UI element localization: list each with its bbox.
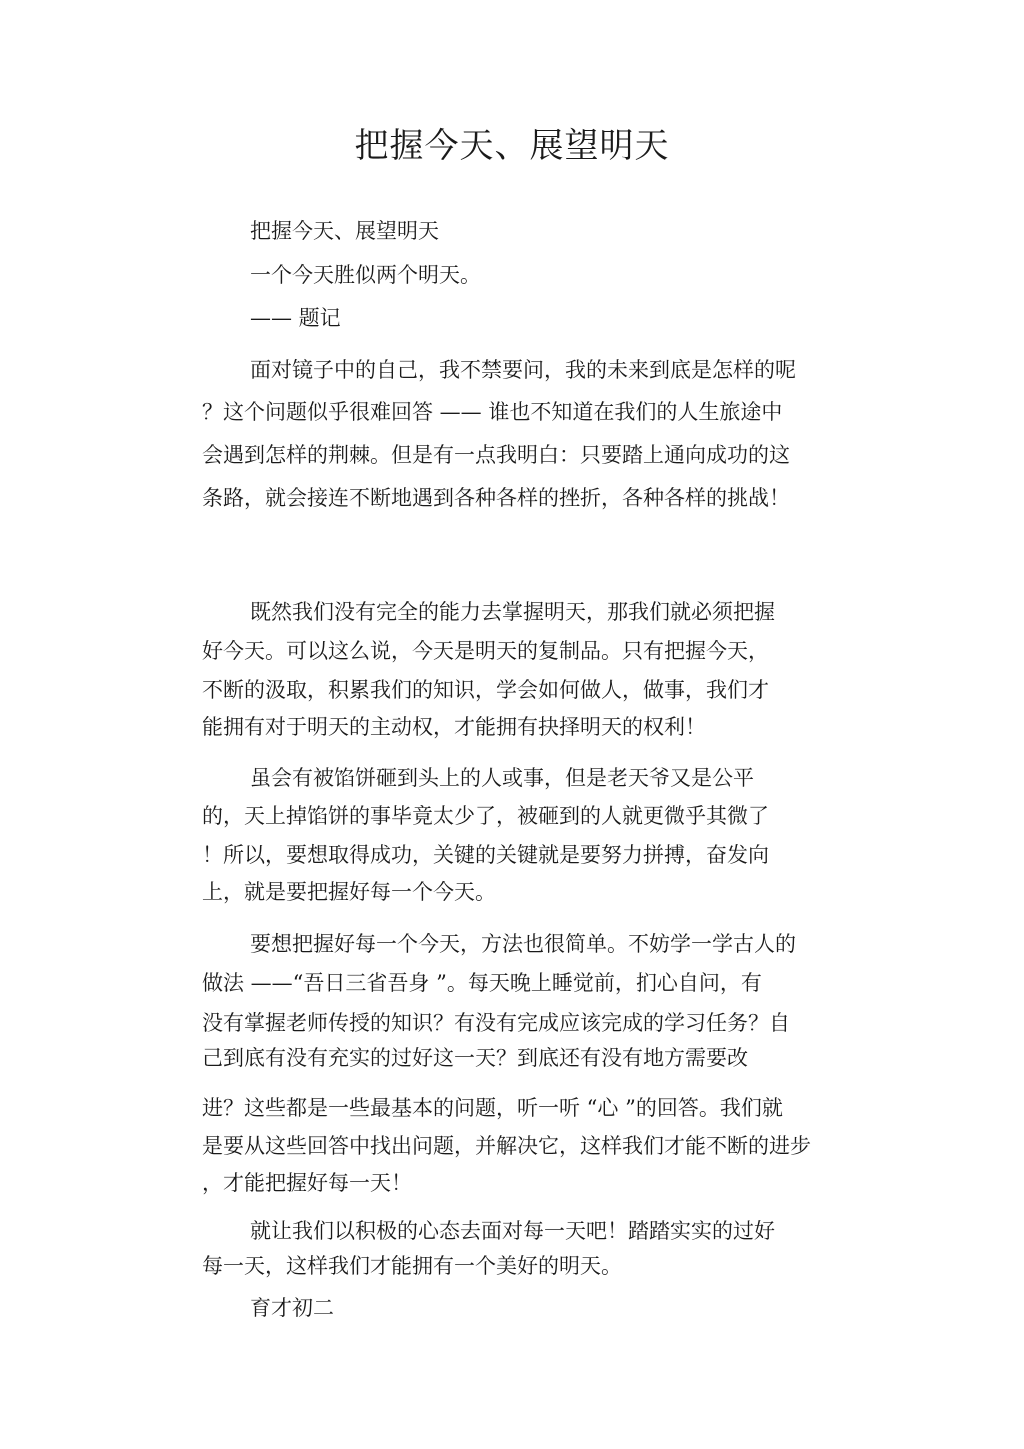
signature: 育才初二: [250, 1296, 334, 1320]
paragraph-4-line: 要想把握好每一个今天，方法也很简单。不妨学一学古人的: [250, 932, 796, 956]
paragraph-1-line: 面对镜子中的自己，我不禁要问，我的未来到底是怎样的呢: [250, 358, 796, 382]
paragraph-3-line: 的，天上掉馅饼的事毕竟太少了，被砸到的人就更微乎其微了: [202, 804, 769, 828]
paragraph-2-line: 好今天。可以这么说，今天是明天的复制品。只有把握今天，: [202, 639, 769, 663]
paragraph-2-line: 不断的汲取，积累我们的知识，学会如何做人，做事，我们才: [202, 678, 769, 702]
paragraph-4-line: ，才能把握好每一天！: [202, 1171, 412, 1195]
paragraph-2-line: 既然我们没有完全的能力去掌握明天，那我们就必须把握: [250, 600, 775, 624]
epigraph-source: —— 题记: [250, 306, 341, 330]
paragraph-4-line: 做法 ——“吾日三省吾身 ”。每天晚上睡觉前，扪心自问，有: [202, 971, 762, 995]
paragraph-4-line: 己到底有没有充实的过好这一天？到底还有没有地方需要改: [202, 1046, 748, 1070]
paragraph-1-line: 条路，就会接连不断地遇到各种各样的挫折，各种各样的挑战！: [202, 486, 790, 510]
paragraph-4-line: 是要从这些回答中找出问题，并解决它，这样我们才能不断的进步: [202, 1134, 811, 1158]
epigraph: 一个今天胜似两个明天。: [250, 263, 481, 287]
paragraph-1-line: ？这个问题似乎很难回答 —— 谁也不知道在我们的人生旅途中: [202, 400, 783, 424]
paragraph-5-line: 每一天，这样我们才能拥有一个美好的明天。: [202, 1254, 622, 1278]
paragraph-4-line: 进？这些都是一些最基本的问题，听一听 “心 ”的回答。我们就: [202, 1096, 783, 1120]
subtitle: 把握今天、展望明天: [250, 219, 439, 243]
paragraph-5-line: 就让我们以积极的心态去面对每一天吧！踏踏实实的过好: [250, 1219, 775, 1243]
paragraph-3-line: ！所以，要想取得成功，关键的关键就是要努力拼搏，奋发向: [202, 843, 769, 867]
paragraph-1-line: 会遇到怎样的荆棘。但是有一点我明白：只要踏上通向成功的这: [202, 443, 790, 467]
paragraph-3-line: 虽会有被馅饼砸到头上的人或事，但是老天爷又是公平: [250, 766, 754, 790]
paragraph-4-line: 没有掌握老师传授的知识？有没有完成应该完成的学习任务？自: [202, 1011, 790, 1035]
document-title: 把握今天、展望明天: [354, 126, 670, 166]
paragraph-3-line: 上，就是要把握好每一个今天。: [202, 880, 496, 904]
paragraph-2-line: 能拥有对于明天的主动权，才能拥有抉择明天的权利！: [202, 715, 706, 739]
